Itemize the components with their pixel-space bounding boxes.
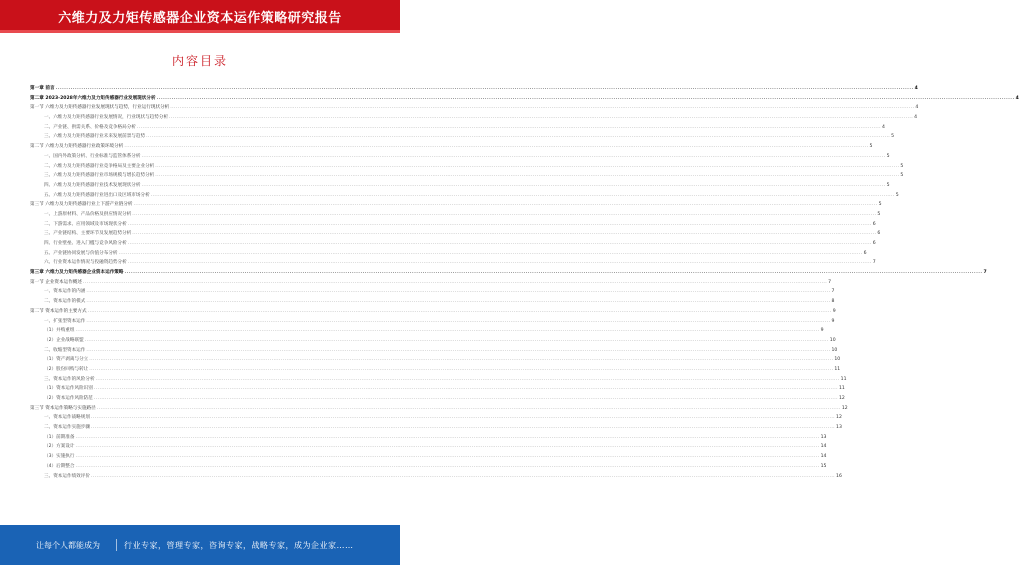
toc-leader-dots: ................................................................................................................................................................................................................................................................................................................................................................................................................ [170,105,915,111]
toc-entry-title: （3）实施执行 [44,454,75,460]
toc-entry-title: 第二节 六维力及力矩传感器行业政策环境分析 [30,144,124,150]
toc-entry[interactable] [30,307,836,317]
toc-entry-title: 二、资本运作的模式 [44,299,86,305]
toc-leader-dots: ................................................................................................................................................................................................................................................................................................................................................................................................................ [146,134,891,140]
toc-entry-page: 5 [877,211,881,217]
toc-entry[interactable] [30,472,842,482]
toc-entry[interactable] [30,229,881,239]
toc-entry-title: 三、产业链结构、主要环节及发展趋势分析 [44,231,132,237]
toc-entry[interactable] [30,278,832,288]
toc-entry-page: 13 [836,425,842,431]
toc-entry-page: 11 [834,366,841,372]
toc-entry[interactable] [30,462,827,472]
toc-leader-dots: ................................................................................................................................................................................................................................................................................................................................................................................................................ [136,124,881,130]
toc-entry-title: 六、行业资本运作情况与投融资趋势分析 [44,260,127,266]
toc-leader-dots: ................................................................................................................................................................................................................................................................................................................................................................................................................ [127,260,872,266]
toc-entry-page: 7 [828,279,832,285]
toc-leader-dots: ................................................................................................................................................................................................................................................................................................................................................................................................................ [75,434,820,440]
toc-entry[interactable] [30,123,885,133]
toc-leader-dots: ................................................................................................................................................................................................................................................................................................................................................................................................................ [95,376,840,382]
toc-entry-page: 6 [872,221,876,227]
toc-leader-dots: ................................................................................................................................................................................................................................................................................................................................................................................................................ [83,279,828,285]
toc-entry-page: 5 [900,163,904,169]
toc-leader-dots: ................................................................................................................................................................................................................................................................................................................................................................................................................ [84,337,829,343]
toc-entry-title: 三、六维力及力矩传感器行业市场规模与增长趋势分析 [44,173,155,179]
toc-entry-title: 二、产业链、供需关系、价格及竞争格局分析 [44,124,136,130]
toc-entry-title: 一、六维力及力矩传感器行业发展情况，行业现状与趋势分析 [44,115,169,121]
toc-entry-title: （2）股份回购与转让 [44,366,89,372]
toc-entry[interactable] [30,452,827,462]
toc-leader-dots: ................................................................................................................................................................................................................................................................................................................................................................................................................ [89,366,834,372]
toc-entry-page: 14 [820,444,827,450]
toc-leader-dots: ................................................................................................................................................................................................................................................................................................................................................................................................................ [127,221,872,227]
footer-logo-text: 让每个人都能成为 [36,541,100,550]
toc-entry[interactable] [30,162,904,172]
toc-entry-title: 一、资本运作战略规划 [44,415,90,421]
footer-divider [116,539,117,551]
toc-entry[interactable] [30,191,899,201]
toc-entry-title: 第一节 六维力及力矩传感器行业发展现状与趋势，行业运行现状分析 [30,105,170,111]
toc-entry[interactable] [30,413,842,423]
toc-entry-page: 5 [886,153,890,159]
toc-leader-dots: ................................................................................................................................................................................................................................................................................................................................................................................................................ [118,250,863,256]
toc-entry-page: 9 [820,328,824,334]
toc-entry[interactable] [30,220,876,230]
toc-entry-title: （2）方案设计 [44,444,75,450]
toc-entry-title: 第三节 资本运作策略与实施路径 [30,405,96,411]
toc-entry-title: 二、下游需求、应用领域及市场现状分析 [44,221,127,227]
toc-entry[interactable] [30,103,919,113]
toc-leader-dots: ................................................................................................................................................................................................................................................................................................................................................................................................................ [156,95,1015,101]
toc-entry[interactable] [30,249,867,259]
toc-entry-title: （1）前期准备 [44,434,75,440]
toc-entry-page: 4 [915,105,919,111]
toc-leader-dots: ................................................................................................................................................................................................................................................................................................................................................................................................................ [124,270,983,276]
toc-title: 内容目录 [171,54,228,68]
toc-entry-title: 四、六维力及力矩传感器行业技术发展现状分析 [44,182,141,188]
toc-entry[interactable] [30,423,842,433]
toc-leader-dots: ................................................................................................................................................................................................................................................................................................................................................................................................................ [75,444,820,450]
toc-entry-page: 4 [1015,95,1019,101]
toc-entry-page: 4 [914,115,918,121]
toc-leader-dots: ................................................................................................................................................................................................................................................................................................................................................................................................................ [55,86,914,91]
toc-entry[interactable] [30,297,835,307]
toc-entry-page: 10 [834,357,841,363]
toc-entry-page: 9 [832,308,836,314]
toc-entry-page: 4 [881,124,885,130]
toc-leader-dots: ................................................................................................................................................................................................................................................................................................................................................................................................................ [96,405,841,411]
toc-entry-title: （2）企业战略联盟 [44,337,84,343]
toc-entry-title: 四、行业壁垒、进入门槛与竞争风险分析 [44,241,127,246]
toc-entry[interactable] [30,181,890,191]
toc-entry-page: 10 [831,347,838,353]
toc-entry-page: 5 [878,202,882,208]
toc-leader-dots: ................................................................................................................................................................................................................................................................................................................................................................................................................ [93,396,838,401]
toc-leader-dots: ................................................................................................................................................................................................................................................................................................................................................................................................................ [75,463,820,469]
toc-entry-page: 7 [831,289,835,295]
toc-leader-dots: ................................................................................................................................................................................................................................................................................................................................................................................................................ [155,173,900,179]
toc-leader-dots: ................................................................................................................................................................................................................................................................................................................................................................................................................ [87,308,832,314]
toc-entry[interactable] [30,365,841,375]
toc-entry-page: 8 [831,299,835,305]
toc-entry-title: 第二节 资本运作的主要方式 [30,308,87,314]
header-bar [0,0,400,30]
toc-leader-dots: ................................................................................................................................................................................................................................................................................................................................................................................................................ [155,163,900,169]
toc-entry[interactable] [30,326,824,336]
toc-entry-page: 16 [836,473,842,479]
toc-entry-title: （1）并购重组 [44,328,75,334]
toc-entry-title: 第一节 企业资本运作概述 [30,279,82,285]
toc-leader-dots: ................................................................................................................................................................................................................................................................................................................................................................................................................ [124,144,869,150]
toc-entry-title: 第三节 六维力及力矩传感器行业上下游产业链分析 [30,202,133,208]
toc-entry[interactable] [30,132,895,142]
toc-entry[interactable] [30,268,987,278]
toc-entry-page: 6 [877,231,881,237]
toc-entry[interactable] [30,404,848,414]
toc-entry[interactable] [30,210,881,220]
toc-entry-page: 14 [820,454,827,460]
toc-entry-title: 第二章 2023-2028年六维力及力矩传感器行业发展现状分析 [30,95,156,101]
toc-entry-title: 五、产业链协同发展与价值分布分析 [44,250,118,256]
toc-entry[interactable] [30,433,827,443]
toc-leader-dots: ................................................................................................................................................................................................................................................................................................................................................................................................................ [90,473,836,479]
toc-entry-page: 9 [831,318,835,324]
toc-entry[interactable] [30,384,845,394]
toc-entry-page: 10 [829,337,836,343]
toc-entry-title: 三、资本运作的风险分析 [44,376,95,382]
toc-entry-title: 第三章 六维力及力矩传感器企业资本运作策略 [30,270,124,276]
toc-entry-page: 12 [841,405,848,411]
toc-leader-dots: ................................................................................................................................................................................................................................................................................................................................................................................................................ [141,153,886,159]
toc-entry-page: 15 [820,463,827,469]
toc-entry[interactable] [30,442,827,452]
toc-leader-dots: ................................................................................................................................................................................................................................................................................................................................................................................................................ [133,202,878,208]
toc-entry-page: 11 [840,376,847,382]
footer-slogan: 行业专家，管理专家，咨询专家，战略专家，成为企业家…… [124,541,354,550]
toc-entry[interactable] [30,346,838,356]
toc-leader-dots: ................................................................................................................................................................................................................................................................................................................................................................................................................ [90,425,836,431]
toc-entry-title: 一、扩张型资本运作 [44,318,86,324]
toc-entry[interactable] [30,317,835,327]
toc-leader-dots: ................................................................................................................................................................................................................................................................................................................................................................................................................ [132,231,877,237]
toc-entry-page: 12 [836,415,842,421]
toc-leader-dots: ................................................................................................................................................................................................................................................................................................................................................................................................................ [75,328,820,334]
toc-leader-dots: ................................................................................................................................................................................................................................................................................................................................................................................................................ [90,415,836,421]
toc-entry[interactable] [30,113,918,123]
toc-leader-dots: ................................................................................................................................................................................................................................................................................................................................................................................................................ [86,299,831,305]
toc-leader-dots: ................................................................................................................................................................................................................................................................................................................................................................................................................ [93,386,838,392]
toc-entry[interactable] [30,394,845,404]
toc-entry[interactable] [30,287,835,297]
toc-entry[interactable] [30,239,876,249]
toc-entry-page: 5 [869,144,873,150]
toc-entry-page: 5 [900,173,904,179]
toc-leader-dots: ................................................................................................................................................................................................................................................................................................................................................................................................................ [127,241,872,246]
toc-entry[interactable] [30,375,847,385]
toc-entry-page: 13 [820,434,827,440]
toc-leader-dots: ................................................................................................................................................................................................................................................................................................................................................................................................................ [86,347,831,353]
header-rule [0,30,400,33]
toc-entry[interactable] [30,94,1019,104]
toc-leader-dots: ................................................................................................................................................................................................................................................................................................................................................................................................................ [86,289,831,295]
toc-entry-title: 一、国内外政策分析、行业标准与监管体系分析 [44,153,141,159]
toc-leader-dots: ................................................................................................................................................................................................................................................................................................................................................................................................................ [86,318,831,324]
toc-entry-title: 三、资本运作绩效评价 [44,473,90,479]
toc-entry[interactable] [30,142,873,152]
toc-leader-dots: ................................................................................................................................................................................................................................................................................................................................................................................................................ [75,454,820,460]
toc-entry[interactable] [30,200,882,210]
toc-entry-title: 第一章 前言 [30,86,55,91]
toc-entry[interactable] [30,171,904,181]
toc-entry-title: 一、资本运作的内涵 [44,289,86,295]
toc-leader-dots: ................................................................................................................................................................................................................................................................................................................................................................................................................ [89,357,834,363]
table-of-contents [30,84,1019,481]
toc-entry-title: （2）资本运作风险防范 [44,396,93,401]
toc-entry[interactable] [30,336,836,346]
toc-entry[interactable] [30,152,890,162]
toc-entry-page: 12 [838,396,845,401]
toc-entry-page: 4 [914,86,918,91]
toc-leader-dots: ................................................................................................................................................................................................................................................................................................................................................................................................................ [150,192,895,198]
toc-entry-page: 11 [838,386,845,392]
toc-entry[interactable] [30,355,841,365]
toc-entry-page: 6 [872,241,876,246]
toc-entry-title: （1）资产剥离与分立 [44,357,89,363]
toc-entry-title: 三、六维力及力矩传感器行业未来发展前景与趋势 [44,134,146,140]
toc-entry-page: 5 [895,192,899,198]
toc-entry-page: 7 [983,270,987,276]
toc-entry-title: 二、收缩型资本运作 [44,347,86,353]
toc-entry-page: 6 [863,250,867,256]
toc-entry-title: 二、六维力及力矩传感器行业竞争格局及主要企业分析 [44,163,155,169]
toc-entry-page: 5 [891,134,895,140]
toc-entry-title: 二、资本运作实施步骤 [44,425,90,431]
toc-entry-title: 一、上游原材料、产品价格及供应情况分析 [44,211,132,217]
toc-leader-dots: ................................................................................................................................................................................................................................................................................................................................................................................................................ [141,182,886,188]
toc-leader-dots: ................................................................................................................................................................................................................................................................................................................................................................................................................ [132,211,877,217]
report-title: 六维力及力矩传感器企业资本运作策略研究报告 [58,11,342,26]
toc-entry-title: （4）后期整合 [44,463,75,469]
toc-entry-title: 五、六维力及力矩传感器行业进出口及区域市场分析 [44,192,150,198]
toc-entry-page: 7 [872,260,876,266]
toc-entry-title: （1）资本运作风险识别 [44,386,93,392]
toc-entry[interactable] [30,84,918,94]
toc-entry-page: 5 [886,182,890,188]
toc-leader-dots: ................................................................................................................................................................................................................................................................................................................................................................................................................ [169,115,914,121]
toc-entry[interactable] [30,258,876,268]
